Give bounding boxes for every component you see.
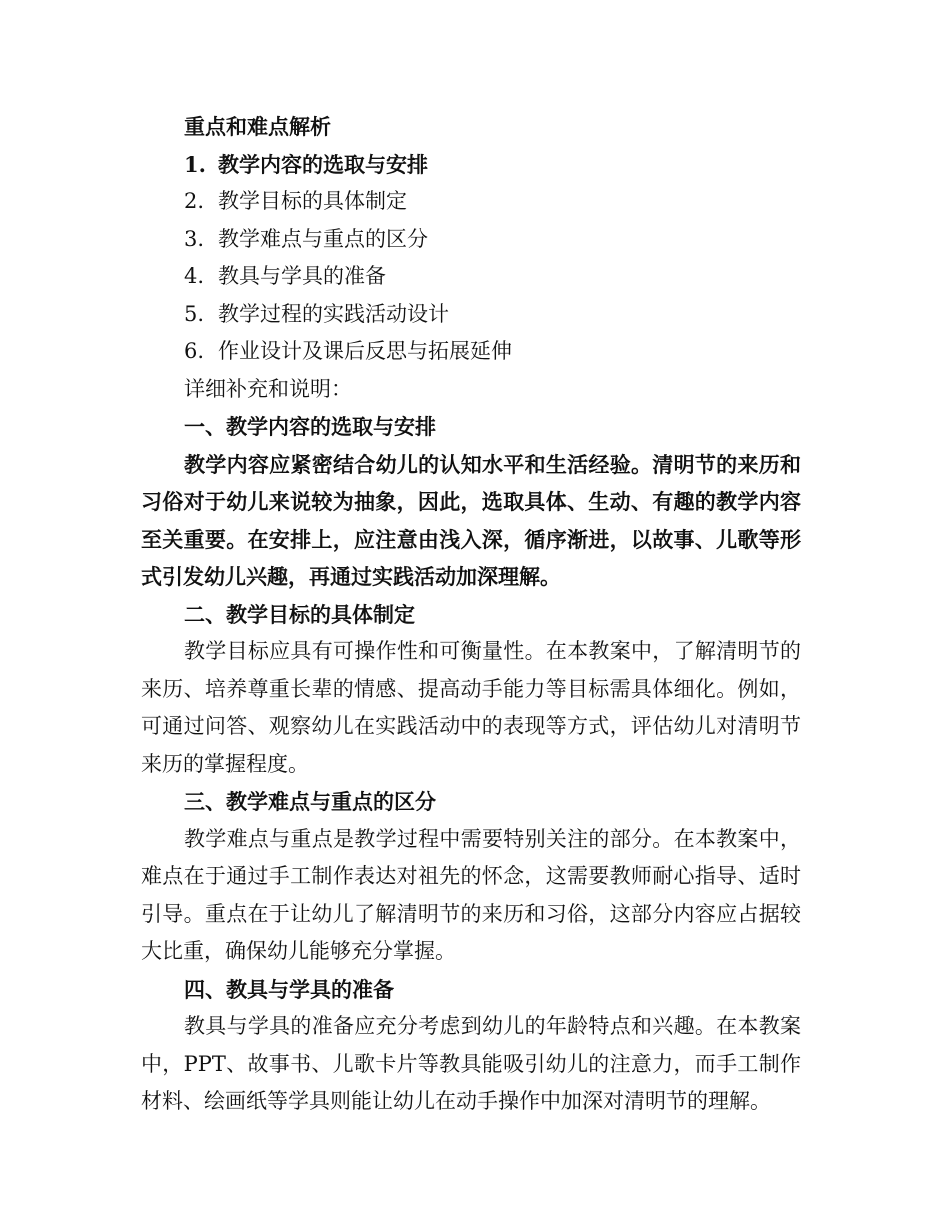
outline-item <box>141 183 801 221</box>
outline-item-text: 教学过程的实践活动设计 <box>218 301 449 326</box>
outline-item-number: 4. <box>184 264 205 288</box>
section-heading: 三、教学难点与重点的区分 <box>184 789 436 814</box>
outline-item-number: 3. <box>184 226 205 251</box>
section-heading: 二、教学目标的具体制定 <box>184 601 415 627</box>
outline-item-text: 作业设计及课后反思与拓展延伸 <box>218 339 512 363</box>
section-body: 教具与学具的准备应充分考虑到幼儿的年龄特点和兴趣。在本教案中，PPT、故事书、儿歌卡片等教具能吸引幼儿的注意力，而手工制作材料、绘画纸等学具则能让幼儿在动手操作中加深对清明节的理解。 <box>141 1014 801 1113</box>
outline-item <box>141 221 801 259</box>
outline-item-number: 1. <box>184 151 206 177</box>
outline-item <box>141 333 801 371</box>
section-body: 教学难点与重点是教学过程中需要特别关注的部分。在本教案中，难点在于通过手工制作表达对祖先的怀念，这需要教师耐心指导、适时引导。重点在于让幼儿了解清明节的来历和习俗，这部分内容应占据较大比重，确保幼儿能够充分掌握。 <box>141 826 801 963</box>
section-body: 教学目标应具有可操作性和可衡量性。在本教案中，了解清明节的来历、培养尊重长辈的情感、提高动手能力等目标需具体细化。例如，可通过问答、观察幼儿在实践活动中的表现等方式，评估幼儿对清明节来历的掌握程度。 <box>141 639 801 776</box>
outline-item-number: 2. <box>184 189 205 213</box>
outline-item-text: 教学内容的选取与安排 <box>218 151 428 177</box>
supplement-label: 详细补充和说明： <box>184 376 352 401</box>
outline-item-number: 6. <box>184 339 205 363</box>
outline-item-text: 教具与学具的准备 <box>218 264 386 288</box>
outline-title: 重点和难点解析 <box>184 114 331 139</box>
section-heading: 一、教学内容的选取与安排 <box>184 414 436 439</box>
outline-item-text: 教学难点与重点的区分 <box>218 226 428 251</box>
outline-item-number: 5. <box>184 301 205 326</box>
outline-item <box>141 258 801 296</box>
outline-item <box>141 296 801 334</box>
outline-item-text: 教学目标的具体制定 <box>218 189 407 213</box>
document-content <box>141 108 801 1121</box>
outline-item <box>141 146 801 184</box>
section-body: 教学内容应紧密结合幼儿的认知水平和生活经验。清明节的来历和习俗对于幼儿来说较为抽象，因此，选取具体、生动、有趣的教学内容至关重要。在安排上，应注意由浅入深，循序渐进，以故事、儿歌等形式引发幼儿兴趣，再通过实践活动加深理解。 <box>141 451 801 589</box>
section-heading: 四、教具与学具的准备 <box>184 976 394 1002</box>
